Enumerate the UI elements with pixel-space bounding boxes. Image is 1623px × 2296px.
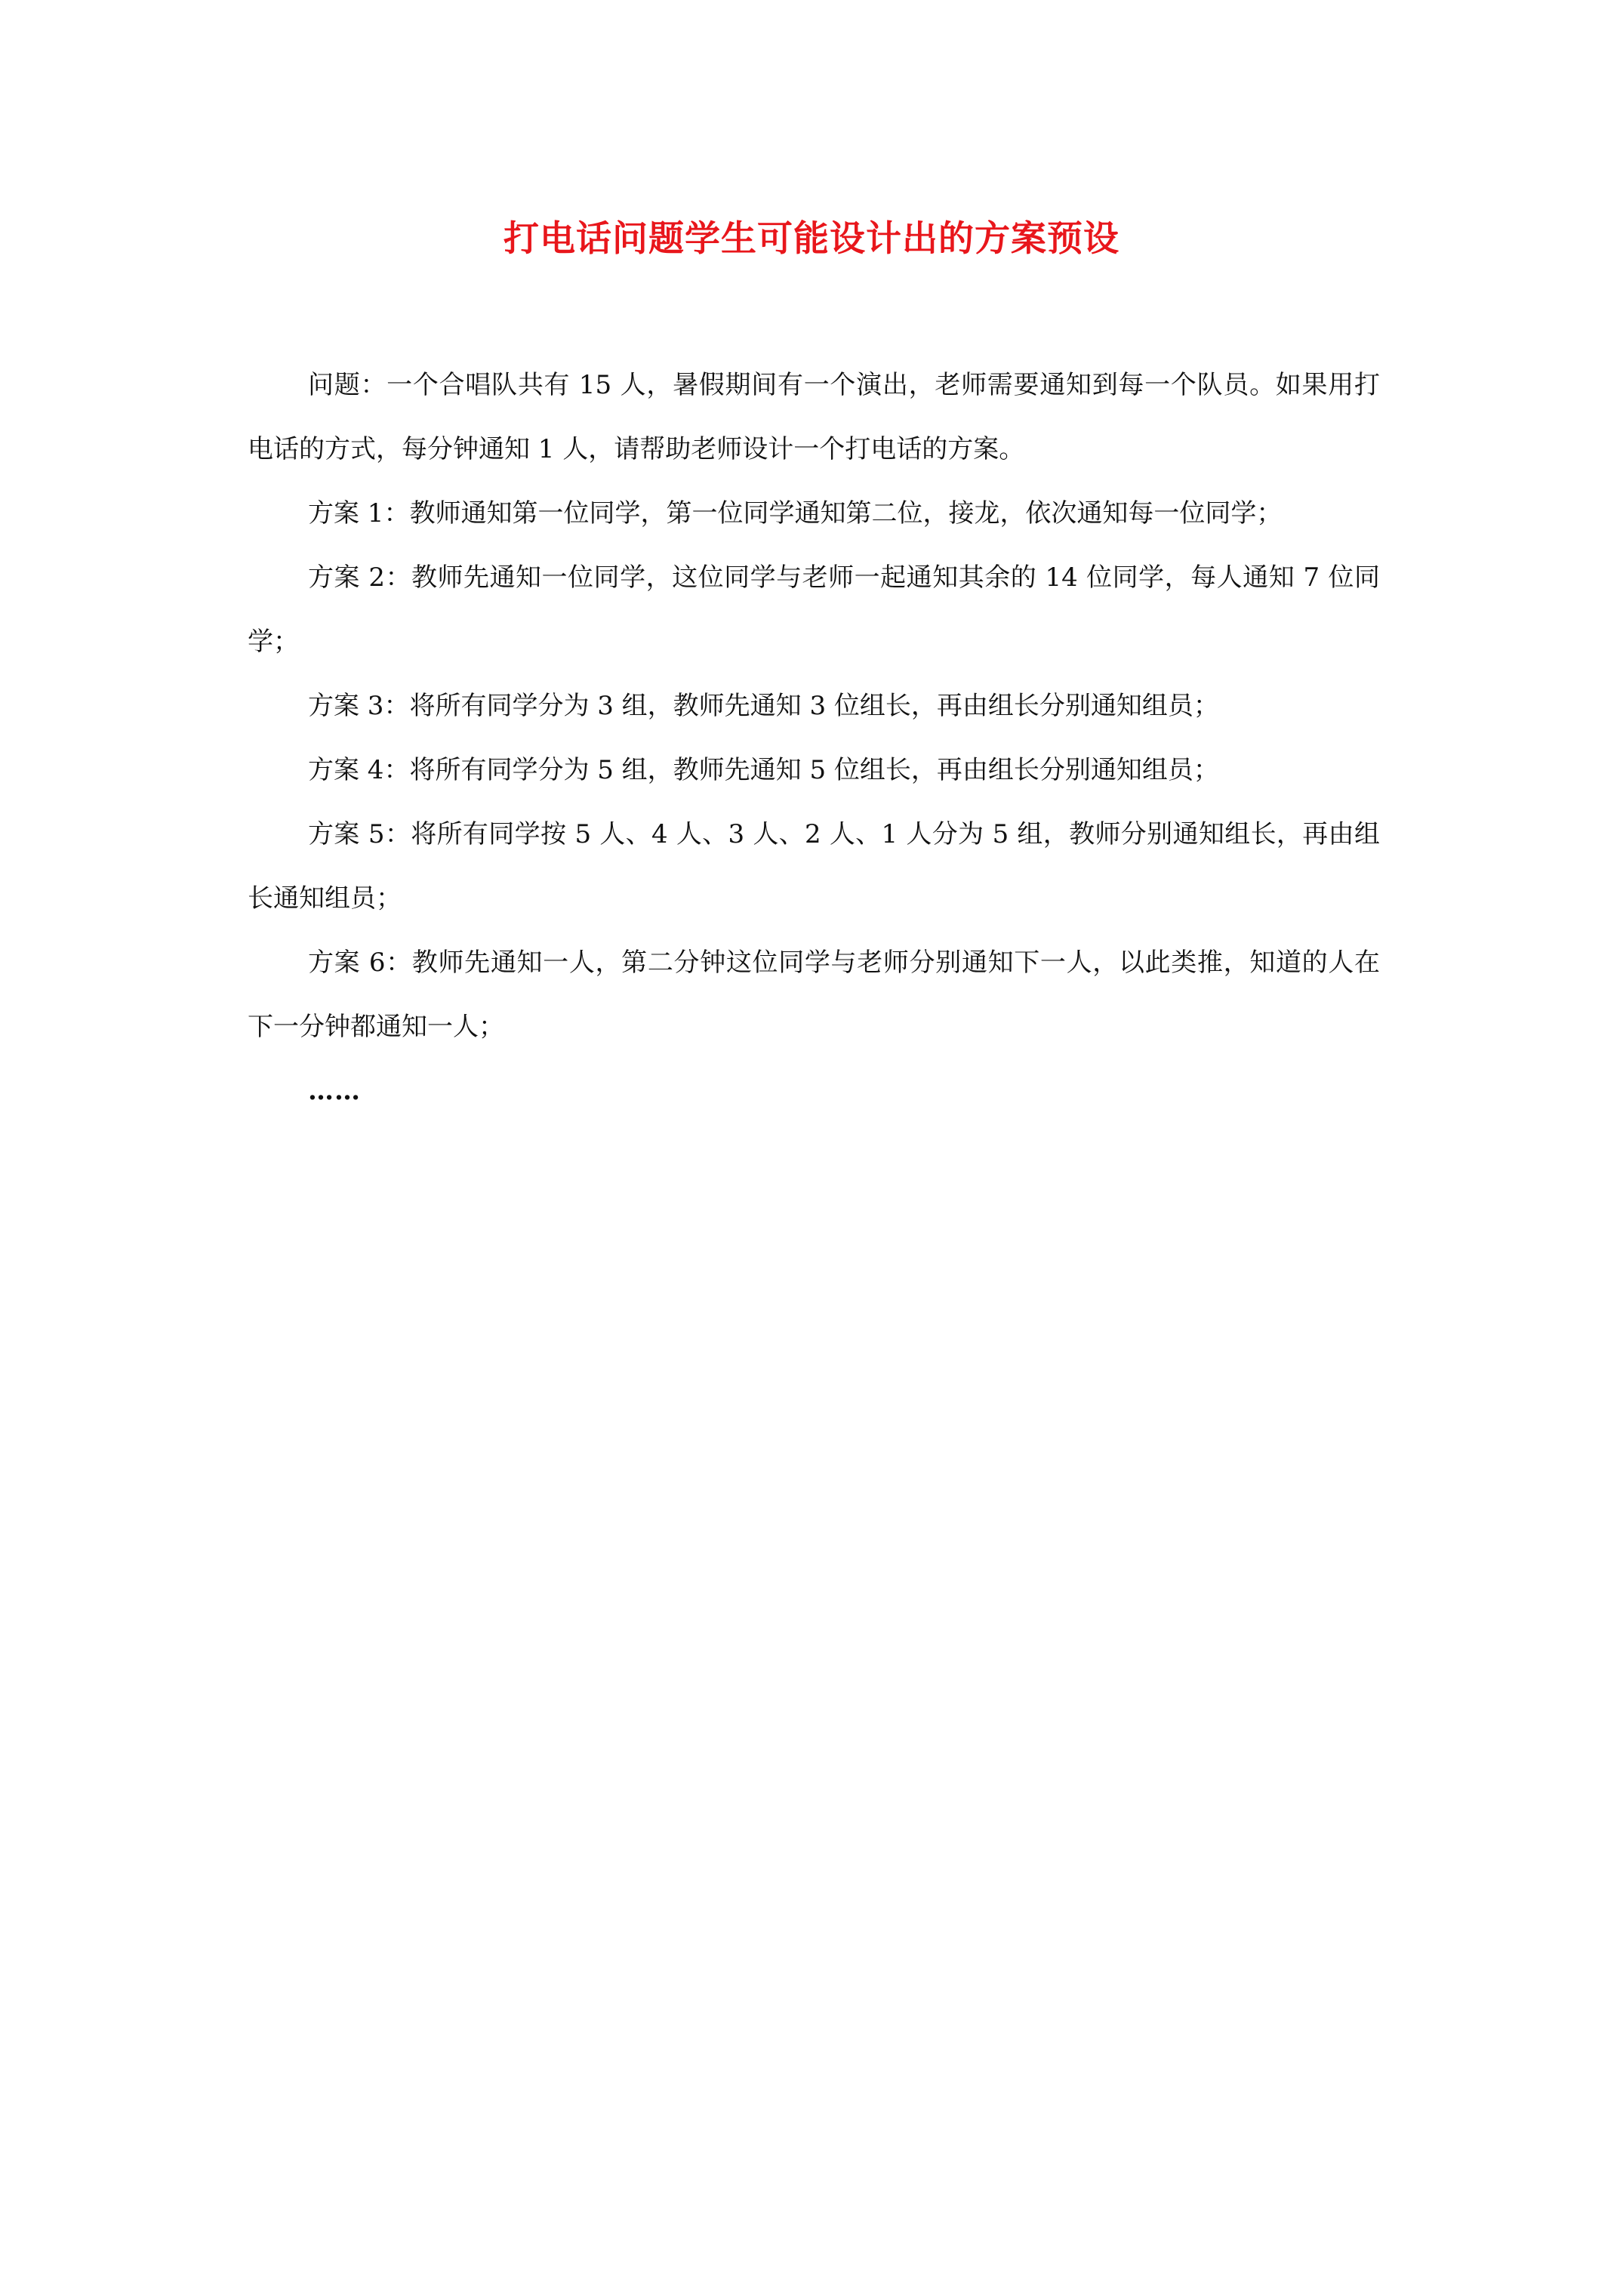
paragraph-plan-1: 方案 1：教师通知第一位同学，第一位同学通知第二位，接龙，依次通知每一位同学； — [308, 498, 1283, 529]
ellipsis: …… — [308, 1076, 361, 1106]
document-body — [248, 353, 1380, 1123]
paragraph-problem: 问题：一个合唱队共有 15 人，暑假期间有一个演出，老师需要通知到每一个队员。如果用打电话的方式，每分钟通知 1 人，请帮助老师设计一个打电话的方案。 — [248, 370, 1380, 464]
paragraph-plan-2: 方案 2：教师先通知一位同学，这位同学与老师一起通知其余的 14 位同学，每人通知 7 位同学； — [248, 562, 1380, 657]
paragraph-plan-5: 方案 5：将所有同学按 5 人、4 人、3 人、2 人、1 人分为 5 组，教师分别通知组长，再由组长通知组员； — [248, 819, 1380, 914]
paragraph-plan-6: 方案 6：教师先通知一人，第二分钟这位同学与老师分别通知下一人，以此类推，知道的人在下一分钟都通知一人； — [248, 948, 1380, 1042]
document-title: 打电话问题学生可能设计出的方案预设 — [504, 218, 1119, 260]
paragraph-plan-4: 方案 4：将所有同学分为 5 组，教师先通知 5 位组长，再由组长分别通知组员； — [308, 755, 1219, 785]
paragraph-plan-3: 方案 3：将所有同学分为 3 组，教师先通知 3 位组长，再由组长分别通知组员； — [308, 691, 1219, 721]
